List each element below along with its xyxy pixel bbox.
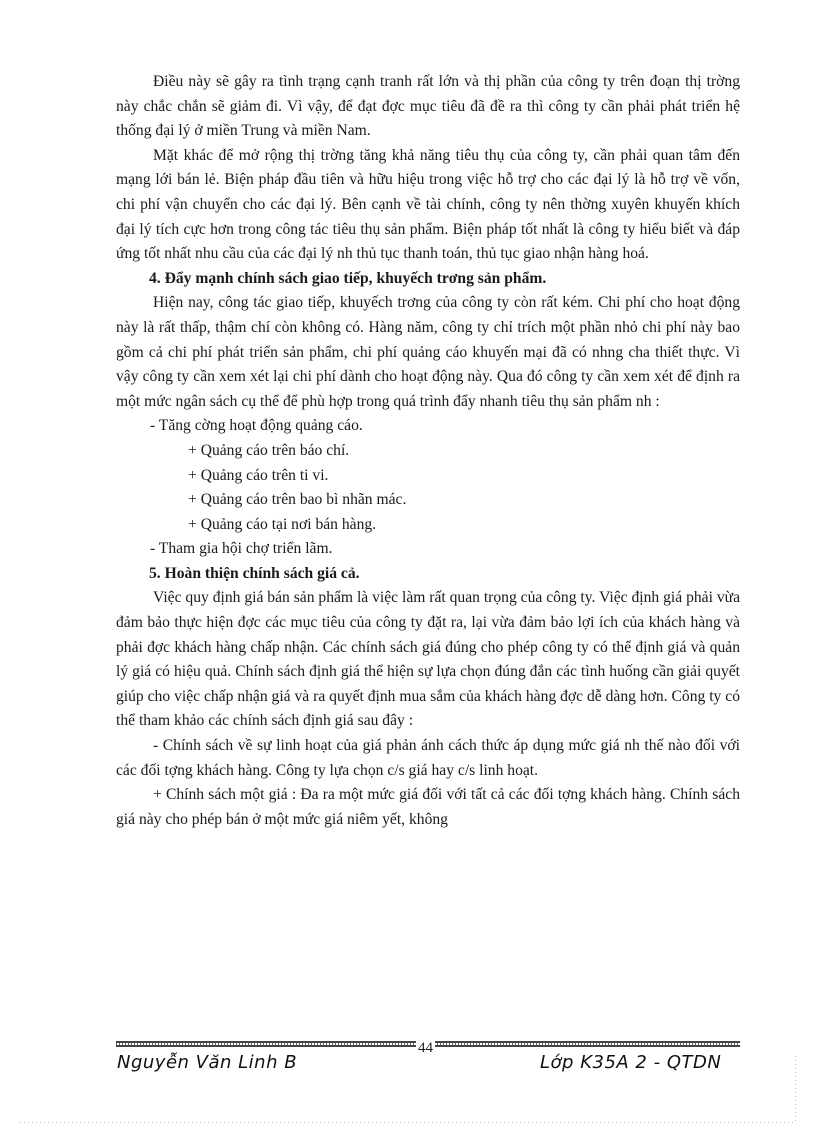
paragraph-6: + Chính sách một giá : Đa ra một mức giá đối với tất cả các đối tợng khách hàng. Chính sách giá này cho phép bán ở một mức giá niêm yết, không bbox=[116, 786, 740, 828]
page-number: 44 bbox=[418, 1040, 433, 1056]
footer-author: Nguyễn Văn Linh B bbox=[117, 1052, 298, 1073]
sub-item-newspaper: + Quảng cáo trên báo chí. bbox=[188, 441, 350, 459]
paragraph-2: Mặt khác để mở rộng thị trờng tăng khả năng tiêu thụ của công ty, cần phải quan tâm đến mạng lới bán lẻ. Biện pháp đầu tiên và hữu hiệu trong việc hỗ trợ cho các đại lý là hỗ trợ về vốn, chi phí vận chuyển cho các đại lý. Bên cạnh về tài chính, công ty nên thờng xuyên khuyến khích đại lý tích cực hơn trong công tác tiêu thụ sản phẩm. Biện pháp tốt nhất là công ty hiểu biết và đáp ứng tốt nhất nhu cầu của các đại lý nh thủ tục thanh toán, thủ tục giao nhận hàng hoá. bbox=[116, 146, 740, 263]
paragraph-5: - Chính sách về sự linh hoạt của giá phản ánh cách thức áp dụng mức giá nh thế nào đối với các đối tợng khách hàng. Công ty lựa chọn c/s giá hay c/s linh hoạt. bbox=[116, 737, 740, 779]
paragraph-4: Việc quy định giá bán sản phẩm là việc làm rất quan trọng của công ty. Việc định giá phải vừa đảm bảo thực hiện đợc các mục tiêu của công ty đặt ra, lại vừa đảm bảo lợi ích của khách hàng và phải đợc khách hàng chấp nhận. Các chính sách giá đúng cho phép công ty có thể định giá và quản lý giá có hiệu quả. Chính sách định giá thể hiện sự lựa chọn đúng đắn các tình huống cần giải quyết giúp cho việc chấp nhận giá và ra quyết định mua sắm của khách hàng đợc dễ dàng hơn. Công ty có thể tham khảo các chính sách định giá sau đây : bbox=[116, 589, 740, 730]
section-heading-5: 5. Hoàn thiện chính sách giá cả. bbox=[149, 564, 360, 582]
sub-item-packaging: + Quảng cáo trên bao bì nhãn mác. bbox=[188, 491, 407, 509]
list-item-advertising: - Tăng cờng hoạt động quảng cáo. bbox=[150, 417, 363, 435]
sub-item-point-of-sale: + Quảng cáo tại nơi bán hàng. bbox=[188, 515, 377, 533]
sub-item-tv: + Quảng cáo trên ti vi. bbox=[188, 466, 329, 484]
section-heading-4: 4. Đẩy mạnh chính sách giao tiếp, khuyếch trơng sản phẩm. bbox=[149, 269, 547, 287]
footer-class: Lớp K35A 2 - QTDN bbox=[540, 1052, 722, 1073]
page-edge-dotted-vertical bbox=[795, 1056, 796, 1122]
paragraph-3: Hiện nay, công tác giao tiếp, khuyếch trơng của công ty còn rất kém. Chi phí cho hoạt động này là rất thấp, thậm chí còn không có. Hàng năm, công ty chỉ trích một phần nhỏ chi phí này bao gồm cả chi phí phát triển sản phẩm, chi phí quảng cáo khuyến mại đã có nhng cha thiết thực. Vì vậy công ty cần xem xét lại chi phí dành cho hoạt động này. Qua đó công ty cần xem xét để định ra một mức ngân sách cụ thể để phù hợp trong quá trình đẩy nhanh tiêu thụ sản phẩm nh : bbox=[116, 294, 740, 410]
document-body bbox=[116, 70, 740, 832]
paragraph-1: Điều này sẽ gây ra tình trạng cạnh tranh rất lớn và thị phần của công ty trên đoạn thị trờng này chắc chắn sẽ giảm đi. Vì vậy, để đạt đợc mục tiêu đã đề ra thì công ty cần phải phát triển hệ thống đại lý ở miền Trung và miền Nam. bbox=[116, 73, 740, 140]
list-item-trade-fair: - Tham gia hội chợ triển lãm. bbox=[150, 540, 333, 558]
